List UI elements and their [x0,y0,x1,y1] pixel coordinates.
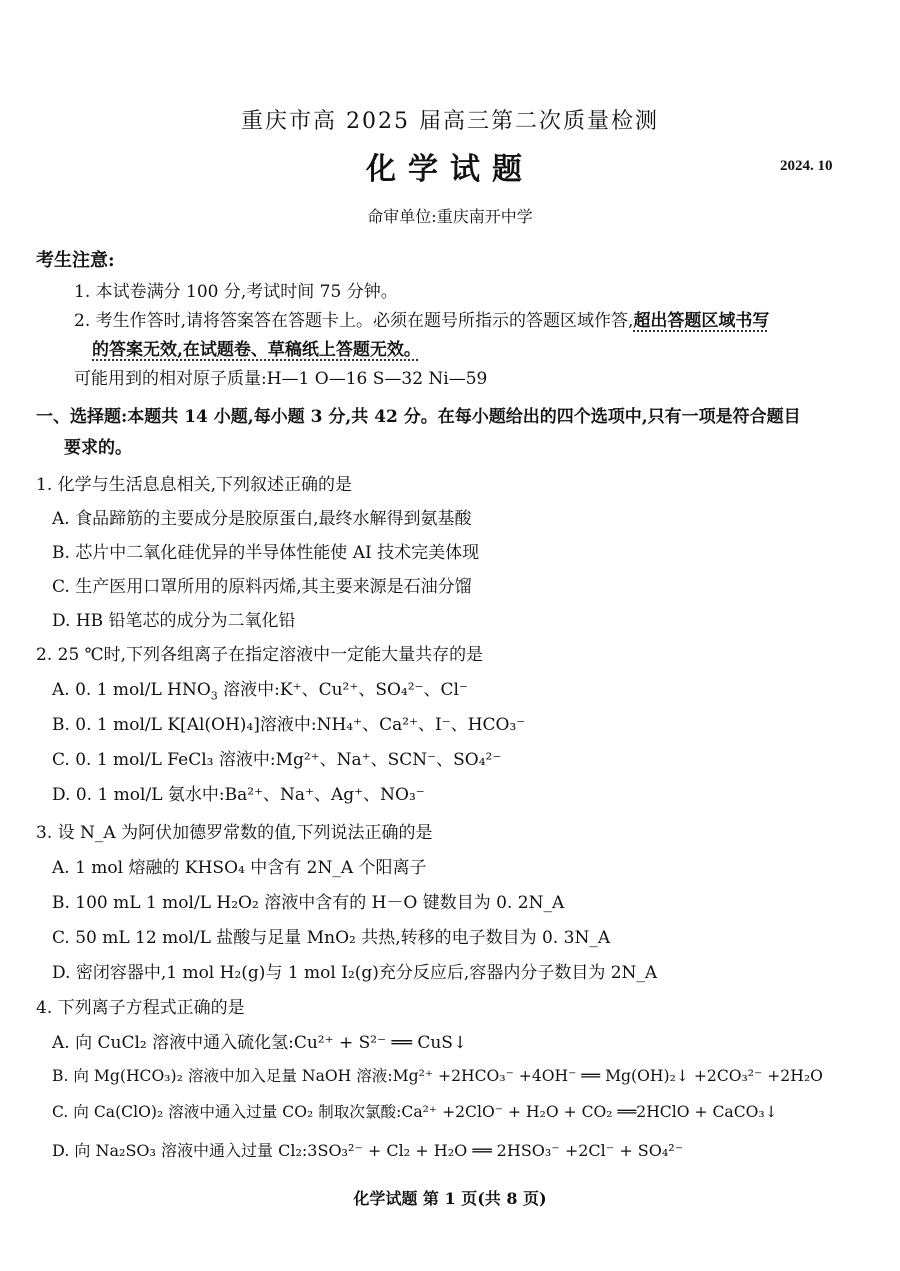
notice-item-1: 1. 本试卷满分 100 分,考试时间 75 分钟。 [74,282,398,302]
question-3-option-a: A. 1 mol 熔融的 KHSO₄ 中含有 2N_A 个阳离子 [52,858,427,878]
question-4-stem: 4. 下列离子方程式正确的是 [36,998,245,1018]
notice-item-2-emphasis: 超出答题区域书写 [633,311,770,331]
section-heading: 一、选择题:本题共 14 小题,每小题 3 分,共 42 分。在每小题给出的四个选项中,只有一项是符合题目 [36,407,801,427]
question-3-option-d: D. 密闭容器中,1 mol H₂(g)与 1 mol I₂(g)充分反应后,容器内分子数目为 2N_A [52,963,658,983]
notice-item-2 [74,306,769,331]
subscript-3: 3 [210,689,218,703]
question-2-option-a-text: A. 0. 1 mol/L HNO [52,680,211,700]
question-2-option-a-ions: 溶液中:K⁺、Cu²⁺、SO₄²⁻、Cl⁻ [217,680,468,700]
atomic-mass-info: 可能用到的相对原子质量:H—1 O—16 S—32 Ni—59 [74,369,488,389]
question-4-option-a: A. 向 CuCl₂ 溶液中通入硫化氢:Cu²⁺ + S²⁻ ══ CuS↓ [52,1033,468,1053]
question-1-stem: 1. 化学与生活息息相关,下列叙述正确的是 [36,475,353,495]
notice-item-2-emphasis-cont: 的答案无效,在试题卷、草稿纸上答题无效。 [92,340,421,360]
section-heading-cont: 要求的。 [64,438,132,458]
question-2-option-c: C. 0. 1 mol/L FeCl₃ 溶液中:Mg²⁺、Na⁺、SCN⁻、SO₄²⁻ [52,750,502,770]
question-1-option-c: C. 生产医用口罩所用的原料丙烯,其主要来源是石油分馏 [52,577,472,597]
exam-name: 重庆市高 2025 届高三第二次质量检测 [241,109,659,134]
question-1-option-b: B. 芯片中二氧化硅优异的半导体性能使 AI 技术完美体现 [52,543,480,563]
notice-heading: 考生注意: [36,250,115,271]
question-2-option-d: D. 0. 1 mol/L 氨水中:Ba²⁺、Na⁺、Ag⁺、NO₃⁻ [52,785,425,805]
question-4-option-d: D. 向 Na₂SO₃ 溶液中通入过量 Cl₂:3SO₃²⁻ + Cl₂ + H₂O ══ 2HSO₃⁻ +2Cl⁻ + SO₄²⁻ [52,1141,684,1160]
question-3-stem: 3. 设 N_A 为阿伏加德罗常数的值,下列说法正确的是 [36,823,433,843]
question-2-option-a [52,675,468,702]
question-1-option-d: D. HB 铅笔芯的成分为二氧化铅 [52,611,296,631]
question-1-option-a: A. 食品蹄筋的主要成分是胶原蛋白,最终水解得到氨基酸 [52,509,472,529]
subject-title: 化学试题 [366,152,534,187]
question-2-option-b: B. 0. 1 mol/L K[Al(OH)₄]溶液中:NH₄⁺、Ca²⁺、I⁻、HCO₃⁻ [52,715,526,735]
question-2-stem: 2. 25 ℃时,下列各组离子在指定溶液中一定能大量共存的是 [36,645,484,665]
authoring-unit: 命审单位:重庆南开中学 [367,207,533,226]
question-4-option-c: C. 向 Ca(ClO)₂ 溶液中通入过量 CO₂ 制取次氯酸:Ca²⁺ +2ClO⁻ + H₂O + CO₂ ══2HClO + CaCO₃↓ [52,1103,778,1121]
page-footer: 化学试题 第 1 页(共 8 页) [353,1189,547,1208]
question-4-option-b: B. 向 Mg(HCO₃)₂ 溶液中加入足量 NaOH 溶液:Mg²⁺ +2HCO₃⁻ +4OH⁻ ══ Mg(OH)₂↓ +2CO₃²⁻ +2H₂O [52,1067,823,1085]
notice-item-2-text: 2. 考生作答时,请将答案答在答题卡上。必须在题号所指示的答题区域作答, [74,311,634,331]
question-3-option-b: B. 100 mL 1 mol/L H₂O₂ 溶液中含有的 H－O 键数目为 0. 2N_A [52,893,565,913]
question-3-option-c: C. 50 mL 12 mol/L 盐酸与足量 MnO₂ 共热,转移的电子数目为 0. 3N_A [52,928,611,948]
exam-date: 2024. 10 [780,158,833,174]
